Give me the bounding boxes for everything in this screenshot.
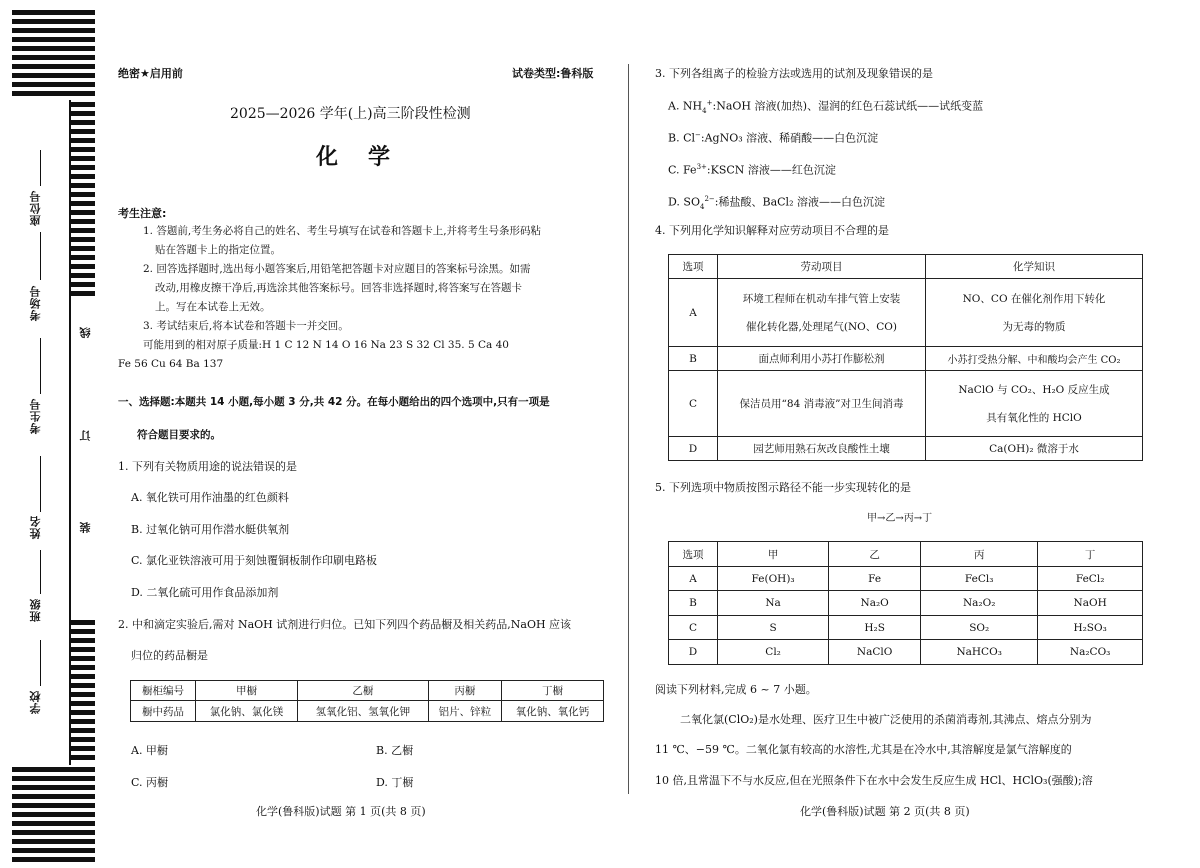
binding-stripe [12, 794, 95, 799]
reading-line: 11 ℃、−59 ℃。二氧化氯有较高的水溶性,尤其是在冷水中,其溶解度是氯气溶解度的 [655, 743, 1072, 756]
q3-option-b [668, 128, 878, 146]
table-cell: NaOH [1038, 591, 1143, 616]
reading-intro: 阅读下列材料,完成 6 ~ 7 小题。 [655, 683, 817, 696]
section1-heading-cont: 符合题目要求的。 [137, 429, 221, 441]
cell-line: NO、CO 在催化剂作用下转化 [962, 292, 1106, 305]
binding-hatch-mark [71, 192, 95, 197]
binding-hatch-mark [71, 264, 95, 269]
table-cell: Fe(OH)₃ [718, 567, 829, 591]
binding-hatch-mark [71, 156, 95, 161]
table-header-cell: 化学知识 [926, 255, 1143, 279]
binding-hatch-mark [71, 701, 95, 706]
binding-stripe [12, 848, 95, 853]
binding-hatch-mark [71, 737, 95, 742]
q1-option-a: A. 氧化铁可用作油墨的红色颜料 [131, 491, 289, 504]
q1-option-d: D. 二氧化硫可用作食品添加剂 [131, 586, 279, 599]
table-cell: 铝片、锌粒 [428, 701, 501, 722]
table-cell: SO₂ [921, 616, 1038, 640]
table-cell [926, 279, 1143, 347]
reading-line: 二氧化氯(ClO₂)是水处理、医疗卫生中被广泛使用的杀菌消毒剂,其沸点、熔点分别为 [680, 713, 1092, 726]
cell-line: 催化转化器,处理尾气(NO、CO) [746, 320, 897, 333]
binding-stripe [12, 857, 95, 862]
binding-blank-seat [40, 150, 41, 186]
binding-hatch-mark [71, 656, 95, 661]
binding-label-student-no: 考生号 [29, 398, 42, 434]
binding-hatch-mark [71, 282, 95, 287]
table-cell: 氧化钠、氧化钙 [501, 701, 603, 722]
table-cell: Cl₂ [718, 640, 829, 665]
binding-stripe [12, 19, 95, 24]
table-cell [718, 279, 926, 347]
binding-hatch-mark [71, 620, 95, 625]
table-cell: 橱中药品 [131, 701, 196, 722]
binding-hatch-mark [71, 710, 95, 715]
binding-label-school: 学校 [29, 690, 42, 714]
binding-hatch-mark [71, 246, 95, 251]
binding-hatch-mark [71, 674, 95, 679]
reading-line: 10 倍,且常温下不与水反应,但在光照条件下在水中会发生反应生成 HCl、HClO₃(强酸);溶 [655, 774, 1093, 787]
q3-stem: 3. 下列各组离子的检验方法或选用的试剂及现象错误的是 [655, 67, 933, 80]
page1-footer: 化学(鲁科版)试题 第 1 页(共 8 页) [256, 805, 426, 818]
table-cell: Fe [829, 567, 921, 591]
binding-stripe [12, 803, 95, 808]
binding-stripe [12, 46, 95, 51]
binding-hatch-mark [71, 291, 95, 296]
table-header-cell: 选项 [669, 255, 718, 279]
option-text: :AgNO₃ 溶液、稀硝酸——白色沉淀 [700, 131, 879, 145]
q3-option-a [668, 96, 983, 119]
binding-blank-room [40, 232, 41, 280]
superscript: 3+ [696, 163, 707, 171]
binding-hatch-mark [71, 746, 95, 751]
option-prefix: C. Fe [668, 163, 697, 177]
page-divider [628, 64, 629, 794]
table-cell: 氢氧化铝、氢氧化钾 [298, 701, 429, 722]
table-cell: 保洁员用“84 消毒液”对卫生间消毒 [718, 371, 926, 437]
binding-hatch-mark [71, 683, 95, 688]
binding-line [69, 100, 71, 765]
table-cell: Na [718, 591, 829, 616]
binding-blank-student-no [40, 338, 41, 394]
notice-line: 1. 答题前,考生务必将自己的姓名、考生号填写在试卷和答题卡上,并将考生号条形码粘 [143, 225, 542, 237]
section1-heading: 一、选择题:本题共 14 小题,每小题 3 分,共 42 分。在每小题给出的四个选项中,只有一项是 [118, 396, 550, 408]
binding-hatch-mark [71, 210, 95, 215]
table-cell: 丙橱 [428, 681, 501, 701]
table-cell: D [669, 640, 718, 665]
page2-footer: 化学(鲁科版)试题 第 2 页(共 8 页) [800, 805, 970, 818]
q3-option-c [668, 160, 836, 178]
cell-line: 环境工程师在机动车排气管上安装 [742, 292, 901, 305]
option-text: :稀盐酸、BaCl₂ 溶液——白色沉淀 [714, 195, 885, 209]
q5-stem: 5. 下列选项中物质按图示路径不能一步实现转化的是 [655, 481, 911, 494]
table-cell: 橱柜编号 [131, 681, 196, 701]
binding-hatch-mark [71, 129, 95, 134]
binding-stripe [12, 830, 95, 835]
notice-line: 改动,用橡皮擦干净后,再选涂其他答案标号。回答非选择题时,将答案写在答题卡 [155, 282, 523, 294]
table-header-cell: 甲 [718, 542, 829, 567]
table-cell: C [669, 371, 718, 437]
paper-type: 试卷类型:鲁科版 [512, 67, 594, 80]
binding-stripe [12, 91, 95, 96]
binding-hatch-mark [71, 638, 95, 643]
binding-hatch-mark [71, 629, 95, 634]
q5-path: 甲→乙→丙→丁 [867, 513, 933, 524]
cut-char-pack: 装 [79, 522, 92, 533]
binding-hatch-mark [71, 174, 95, 179]
option-prefix: D. SO [668, 195, 700, 209]
q2-option-b: B. 乙橱 [376, 744, 414, 757]
cell-line: 为无毒的物质 [1002, 320, 1066, 333]
binding-hatch-mark [71, 111, 95, 116]
q2-cabinet-table [130, 680, 604, 722]
binding-stripe [12, 10, 95, 15]
binding-blank-school [40, 640, 41, 686]
q3-option-d [668, 192, 885, 215]
binding-label-class: 班级 [29, 598, 42, 622]
binding-stripe [12, 767, 95, 772]
table-cell: 甲橱 [196, 681, 298, 701]
exam-title: 2025—2026 学年(上)高三阶段性检测 [230, 106, 471, 122]
table-cell: B [669, 347, 718, 371]
table-cell: C [669, 616, 718, 640]
q5-table [668, 541, 1143, 665]
binding-stripe [12, 37, 95, 42]
table-cell: NaHCO₃ [921, 640, 1038, 665]
table-cell: Na₂CO₃ [1038, 640, 1143, 665]
binding-hatch-mark [71, 273, 95, 278]
table-cell: D [669, 437, 718, 461]
superscript: − [695, 131, 701, 139]
q4-stem: 4. 下列用化学知识解释对应劳动项目不合理的是 [655, 224, 889, 237]
table-header-cell: 乙 [829, 542, 921, 567]
binding-stripe [12, 785, 95, 790]
notice-line: 2. 回答选择题时,选出每小题答案后,用铅笔把答题卡对应题目的答案标号涂黑。如需 [143, 263, 531, 275]
q2-stem-cont: 归位的药品橱是 [131, 649, 208, 662]
binding-hatch-mark [71, 147, 95, 152]
binding-label-seat: 座位号 [29, 190, 42, 226]
cut-char-line: 线 [79, 327, 92, 338]
table-cell: 乙橱 [298, 681, 429, 701]
q2-stem: 2. 中和滴定实验后,需对 NaOH 试剂进行归位。已知下列四个药品橱及相关药品,NaOH 应该 [118, 618, 572, 631]
notice-line: 3. 考试结束后,将本试卷和答题卡一并交回。 [143, 320, 349, 332]
q1-option-c: C. 氯化亚铁溶液可用于刻蚀覆铜板制作印刷电路板 [131, 554, 378, 567]
q1-stem: 1. 下列有关物质用途的说法错误的是 [118, 460, 297, 473]
table-cell: FeCl₃ [921, 567, 1038, 591]
table-cell: A [669, 567, 718, 591]
table-cell: NaClO [829, 640, 921, 665]
binding-hatch-mark [71, 665, 95, 670]
binding-hatch-mark [71, 228, 95, 233]
binding-hatch-mark [71, 647, 95, 652]
binding-hatch-mark [71, 183, 95, 188]
binding-stripe [12, 821, 95, 826]
binding-hatch-mark [71, 692, 95, 697]
subscript: 4 [699, 202, 705, 211]
binding-hatch-mark [71, 165, 95, 170]
binding-stripe [12, 55, 95, 60]
table-cell [926, 371, 1143, 437]
table-cell: H₂SO₃ [1038, 616, 1143, 640]
notice-heading: 考生注意: [118, 207, 167, 220]
notice-line: 上。写在本试卷上无效。 [155, 301, 271, 313]
table-cell: A [669, 279, 718, 347]
q2-option-c: C. 丙橱 [131, 776, 169, 789]
binding-stripe [12, 73, 95, 78]
binding-stripe [12, 776, 95, 781]
table-header-cell: 选项 [669, 542, 718, 567]
q1-option-b: B. 过氧化钠可用作潜水艇供氧剂 [131, 523, 290, 536]
table-cell: H₂S [829, 616, 921, 640]
binding-stripe [12, 839, 95, 844]
binding-hatch-mark [71, 728, 95, 733]
table-cell: 园艺师用熟石灰改良酸性土壤 [718, 437, 926, 461]
binding-hatch-mark [71, 719, 95, 724]
secret-label: 绝密★启用前 [118, 67, 183, 80]
option-text: :NaOH 溶液(加热)、湿润的红色石蕊试纸——试纸变蓝 [712, 99, 984, 113]
binding-hatch-mark [71, 755, 95, 760]
table-cell: 小苏打受热分解、中和酸均会产生 CO₂ [926, 347, 1143, 371]
superscript: + [706, 99, 713, 107]
option-prefix: A. NH [668, 99, 703, 113]
binding-hatch-mark [71, 237, 95, 242]
option-text: :KSCN 溶液——红色沉淀 [706, 163, 836, 177]
option-prefix: B. Cl [668, 131, 696, 145]
table-cell: S [718, 616, 829, 640]
table-cell: 丁橱 [501, 681, 603, 701]
table-cell: B [669, 591, 718, 616]
subscript: 4 [702, 106, 707, 115]
table-cell: FeCl₂ [1038, 567, 1143, 591]
table-header-cell: 丙 [921, 542, 1038, 567]
superscript: 2− [704, 195, 715, 203]
binding-hatch-mark [71, 102, 95, 107]
q2-option-a: A. 甲橱 [131, 744, 168, 757]
binding-blank-class [40, 550, 41, 594]
binding-hatch-mark [71, 120, 95, 125]
atomic-mass-line: Fe 56 Cu 64 Ba 137 [118, 358, 224, 370]
binding-stripe [12, 64, 95, 69]
binding-stripe [12, 82, 95, 87]
binding-stripe [12, 28, 95, 33]
binding-stripe [12, 812, 95, 817]
binding-hatch-mark [71, 255, 95, 260]
binding-blank-name [40, 456, 41, 512]
notice-line: 贴在答题卡上的指定位置。 [155, 244, 281, 256]
binding-label-name: 姓名 [29, 515, 42, 539]
binding-hatch-mark [71, 138, 95, 143]
table-header-cell: 劳动项目 [718, 255, 926, 279]
table-cell: Na₂O [829, 591, 921, 616]
binding-label-room: 考场号 [29, 285, 42, 321]
table-cell: 氯化钠、氯化镁 [196, 701, 298, 722]
table-cell: Ca(OH)₂ 微溶于水 [926, 437, 1143, 461]
binding-hatch-mark [71, 201, 95, 206]
cut-char-bind: 订 [79, 430, 92, 441]
q2-option-d: D. 丁橱 [376, 776, 414, 789]
cell-line: NaClO 与 CO₂、H₂O 反应生成 [958, 383, 1110, 396]
cell-line: 具有氧化性的 HClO [986, 411, 1082, 424]
table-cell: 面点师利用小苏打作膨松剂 [718, 347, 926, 371]
table-cell: Na₂O₂ [921, 591, 1038, 616]
binding-hatch-mark [71, 219, 95, 224]
table-header-cell: 丁 [1038, 542, 1143, 567]
subject-title: 化学 [316, 145, 421, 170]
atomic-mass-line: 可能用到的相对原子质量:H 1 C 12 N 14 O 16 Na 23 S 32 Cl 35. 5 Ca 40 [143, 339, 509, 351]
q4-table [668, 254, 1143, 461]
